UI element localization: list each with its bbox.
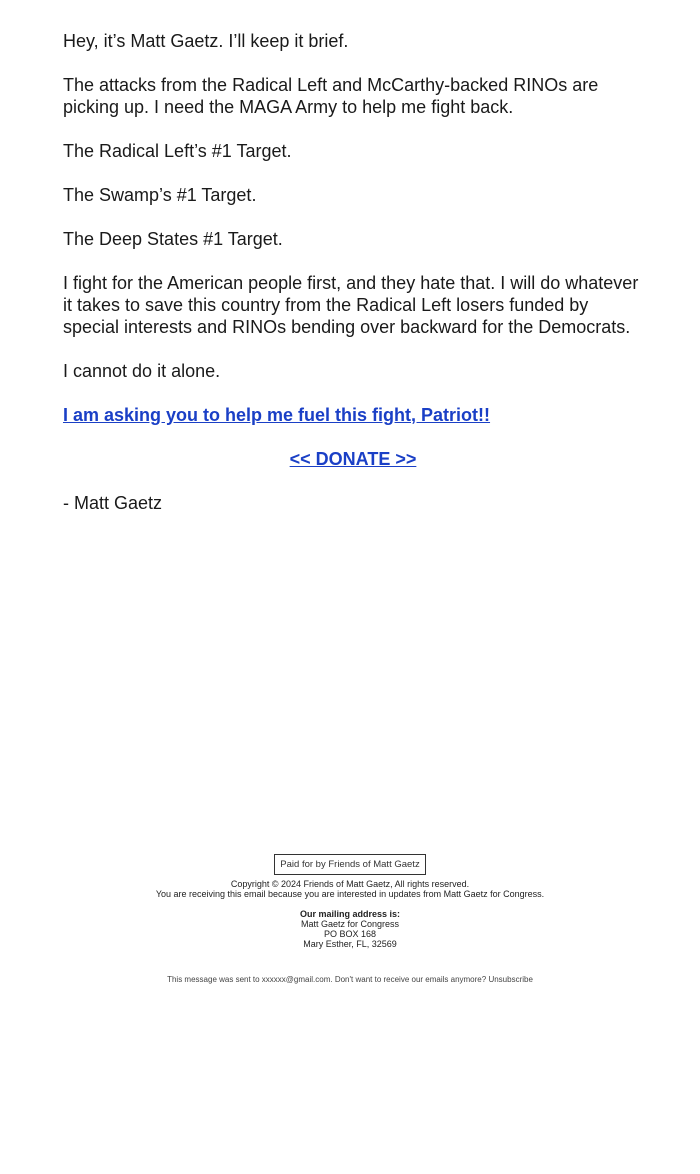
email-body [63,30,643,536]
paid-for-disclaimer: Paid for by Friends of Matt Gaetz [274,854,425,875]
unsubscribe-link[interactable]: Unsubscribe [488,975,533,984]
ask-paragraph [63,404,643,426]
donate-link[interactable]: << DONATE >> [289,449,417,469]
address-po-box: PO BOX 168 [323,929,377,939]
sent-to-text: This message was sent to xxxxxx@gmail.com. Don't want to receive our emails anymore? [167,975,487,984]
sent-to-line [0,975,700,985]
mailing-address-heading: Our mailing address is: [299,909,401,919]
greeting-paragraph: Hey, it’s Matt Gaetz. I’ll keep it brief. [63,31,349,51]
address-city: Mary Esther, FL, 32569 [303,939,397,949]
target-deep-state: The Deep States #1 Target. [63,229,283,249]
donate-wrapper [63,448,643,470]
footer-spacer [0,899,700,909]
copyright-text: Copyright © 2024 Friends of Matt Gaetz, All rights reserved. [230,879,470,889]
target-radical-left: The Radical Left’s #1 Target. [63,141,292,161]
fight-paragraph: I fight for the American people first, and they hate that. I will do whatever it takes to save this country from the Radical Left losers funded by special interests and RINOs bending over backward for the Democrats. [63,273,639,337]
receiving-reason-text: You are receiving this email because you are interested in updates from Matt Gaetz for Congress. [155,889,545,899]
attacks-paragraph: The attacks from the Radical Left and McCarthy-backed RINOs are picking up. I need the MAGA Army to help me fight back. [63,75,599,117]
address-name: Matt Gaetz for Congress [300,919,400,929]
cannot-alone-paragraph: I cannot do it alone. [63,361,221,381]
target-swamp: The Swamp’s #1 Target. [63,185,257,205]
fuel-fight-link[interactable]: I am asking you to help me fuel this fight, Patriot!! [63,405,491,425]
signature: - Matt Gaetz [63,493,163,513]
email-footer [0,854,700,985]
